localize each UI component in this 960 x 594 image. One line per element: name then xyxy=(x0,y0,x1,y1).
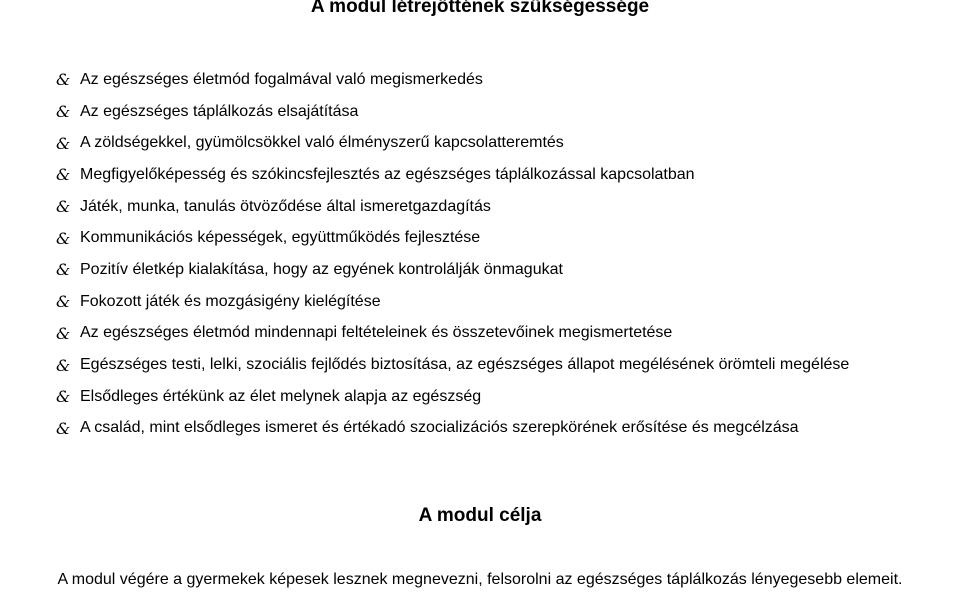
section-title-necessity: A modul létrejöttének szükségessége xyxy=(310,0,650,17)
list-item xyxy=(0,191,960,223)
ampersand-bullet-icon: & xyxy=(56,70,71,90)
list-item xyxy=(0,413,960,445)
ampersand-bullet-icon: & xyxy=(56,323,71,343)
list-item xyxy=(0,254,960,286)
ampersand-bullet-icon: & xyxy=(56,133,71,153)
ampersand-bullet-icon: & xyxy=(56,260,71,280)
list-item-text: Megfigyelőképesség és szókincsfejlesztés az egészséges táplálkozással kapcsolatban xyxy=(80,165,695,183)
list-item xyxy=(0,127,960,159)
list-item-text: Kommunikációs képességek, együttműködés fejlesztése xyxy=(80,229,481,247)
ampersand-bullet-icon: & xyxy=(56,355,71,375)
ampersand-bullet-icon: & xyxy=(56,197,71,217)
ampersand-bullet-icon: & xyxy=(56,102,71,122)
list-item-text: A zöldségekkel, gyümölcsökkel való élményszerű kapcsolatteremtés xyxy=(80,134,564,152)
section-title-goal: A modul célja xyxy=(418,505,542,526)
list-item-text: Az egészséges táplálkozás elsajátítása xyxy=(80,102,359,120)
necessity-bullet-list xyxy=(0,64,960,444)
list-item xyxy=(0,318,960,350)
ampersand-bullet-icon: & xyxy=(56,165,71,185)
list-item-text: Egészséges testi, lelki, szociális fejlődés biztosítása, az egészséges állapot megélésének örömteli megélése xyxy=(80,356,850,374)
list-item xyxy=(0,286,960,318)
list-item-text: Az egészséges életmód mindennapi feltételeinek és összetevőinek megismertetése xyxy=(80,324,673,342)
list-item xyxy=(0,222,960,254)
list-item-text: Elsődleges értékünk az élet melynek alapja az egészség xyxy=(80,387,482,405)
list-item xyxy=(0,381,960,413)
ampersand-bullet-icon: & xyxy=(56,418,71,438)
list-item xyxy=(0,64,960,96)
list-item-text: Játék, munka, tanulás ötvöződése által ismeretgazdagítás xyxy=(80,197,491,215)
list-item xyxy=(0,159,960,191)
list-item-text: Fokozott játék és mozgásigény kielégítése xyxy=(80,292,381,310)
ampersand-bullet-icon: & xyxy=(56,387,71,407)
list-item-text: A család, mint elsődleges ismeret és értékadó szocializációs szerepkörének erősítése és megcélzása xyxy=(80,419,799,437)
goal-paragraph: A modul végére a gyermekek képesek lesznek megnevezni, felsorolni az egészséges táplálkozás lényegesebb elemeit. xyxy=(57,571,903,588)
list-item xyxy=(0,96,960,128)
list-item-text: Pozitív életkép kialakítása, hogy az egyének kontrolálják önmagukat xyxy=(80,260,563,278)
ampersand-bullet-icon: & xyxy=(56,292,71,312)
list-item xyxy=(0,349,960,381)
list-item-text: Az egészséges életmód fogalmával való megismerkedés xyxy=(80,70,483,88)
ampersand-bullet-icon: & xyxy=(56,228,71,248)
